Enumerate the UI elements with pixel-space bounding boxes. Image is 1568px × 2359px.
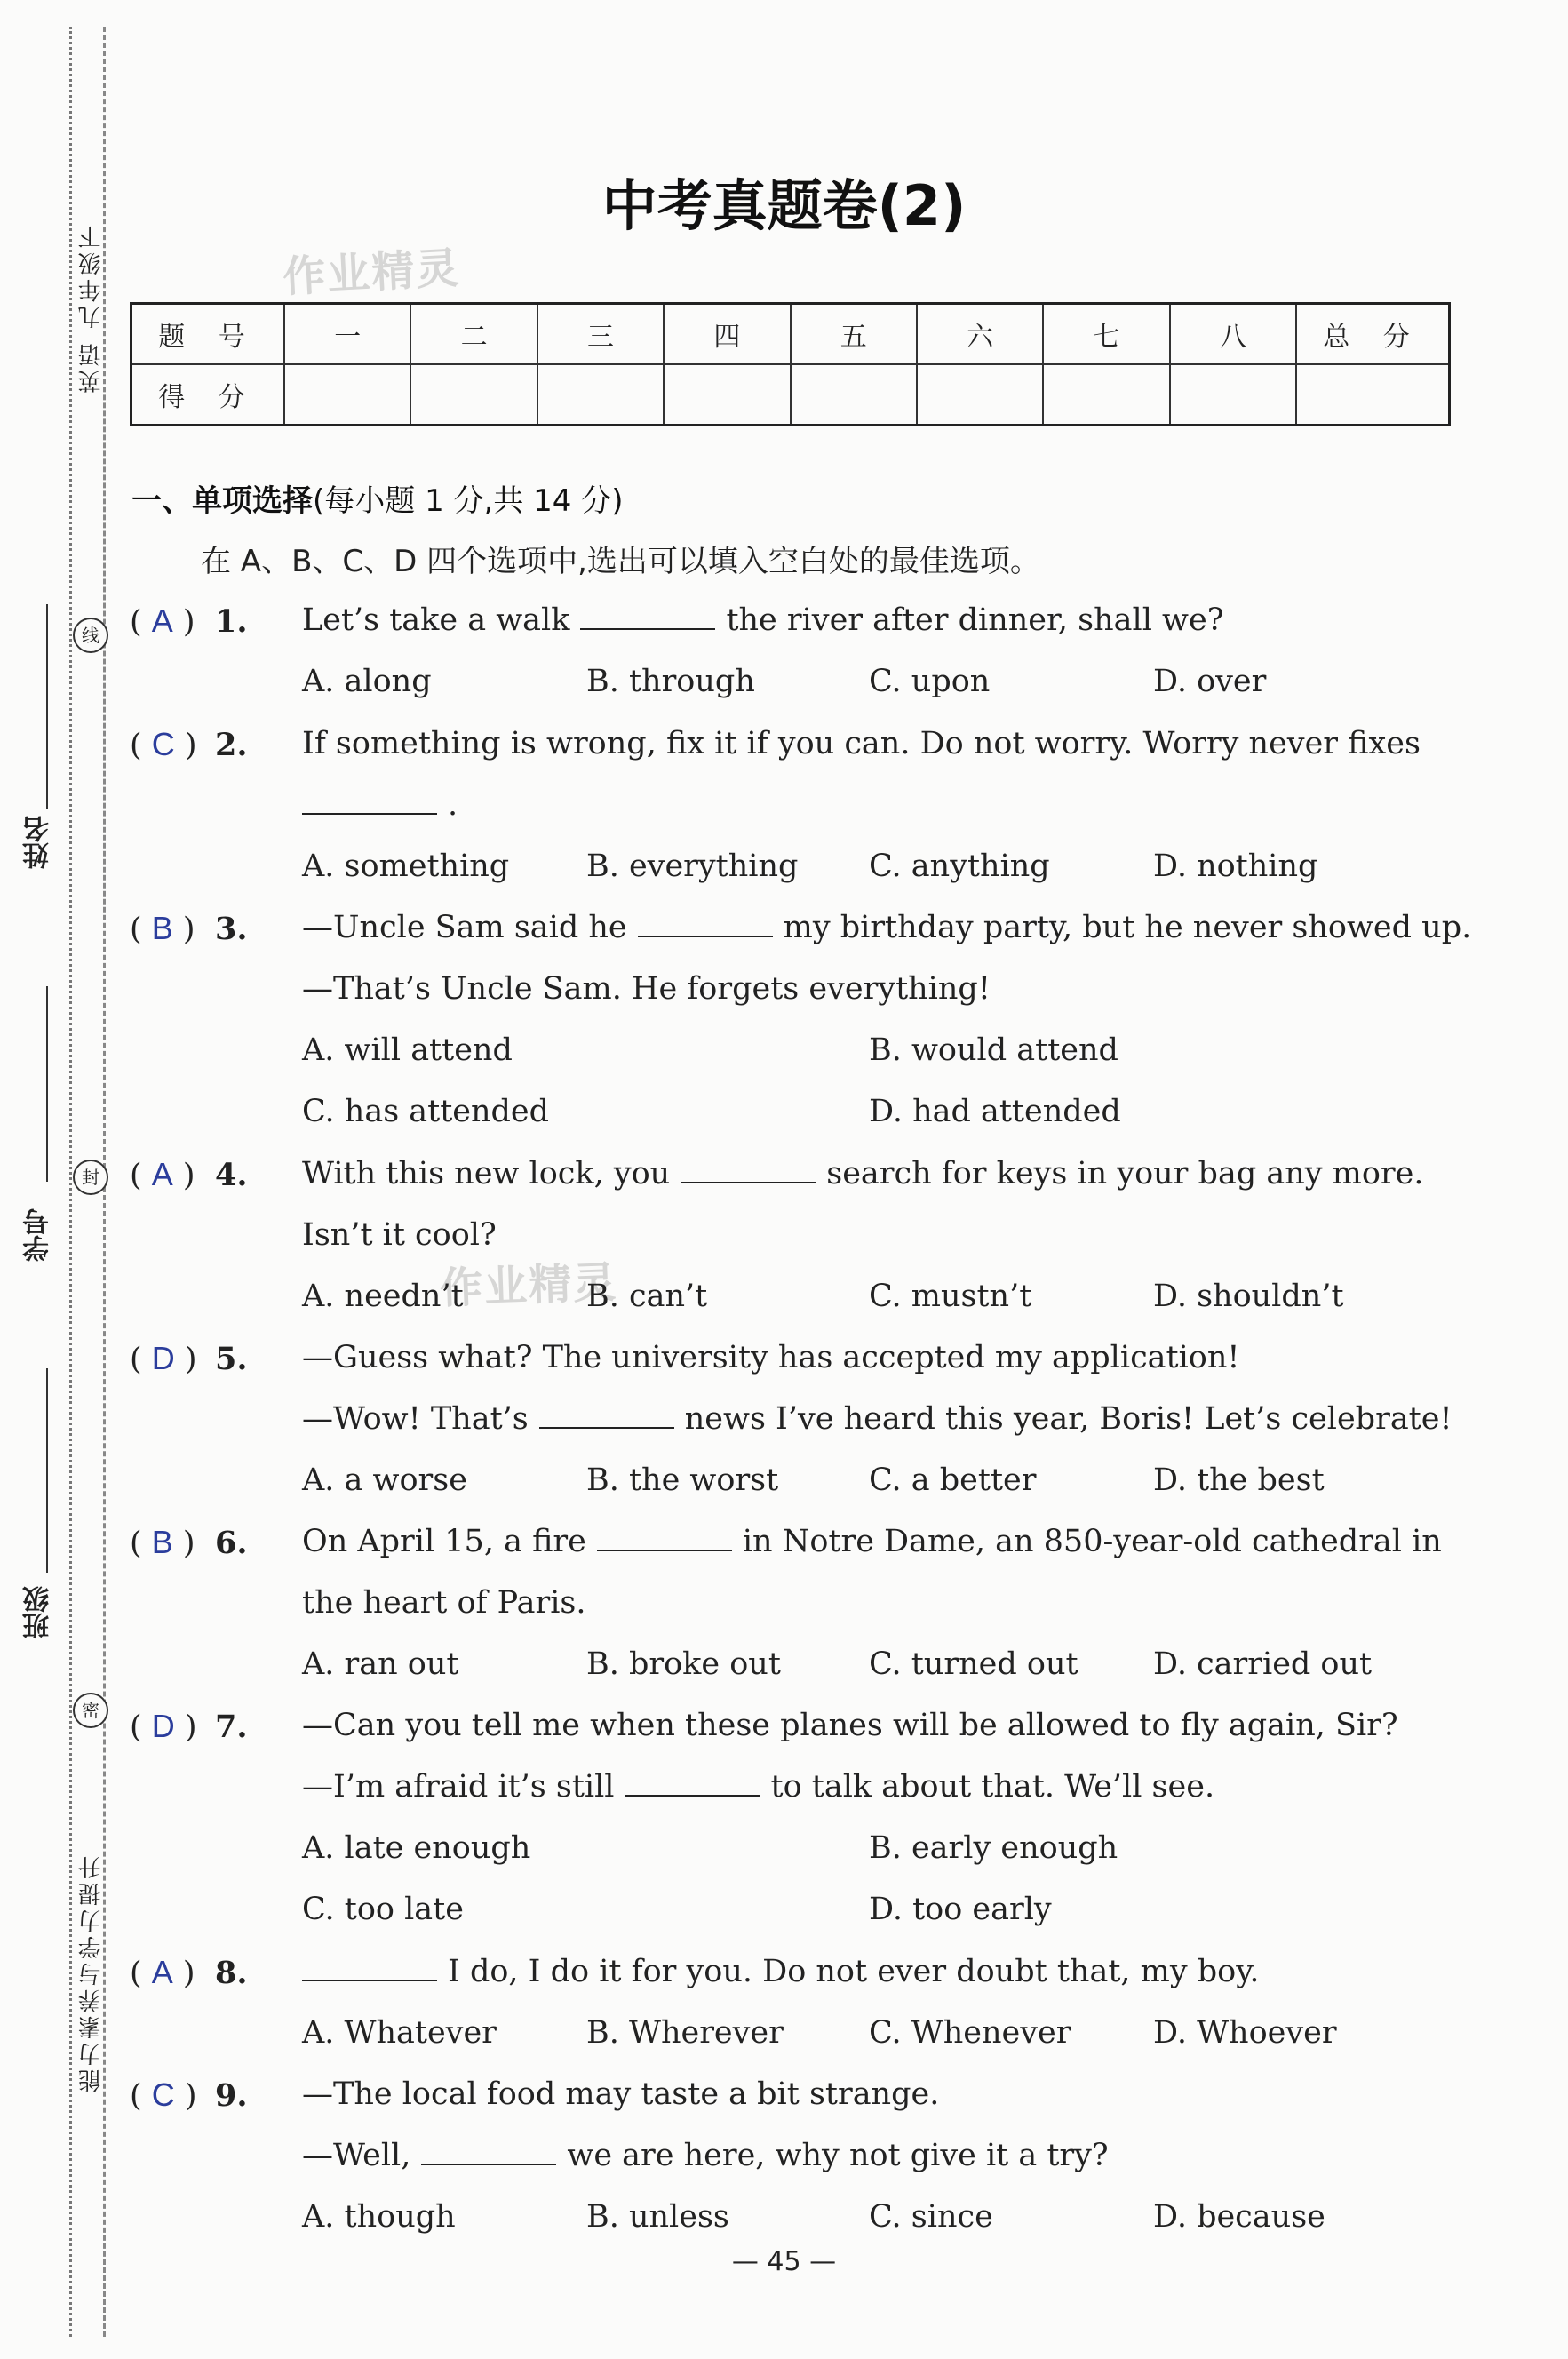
class-label: 班级 xyxy=(23,1586,54,1639)
option: D. because xyxy=(1153,2199,1325,2235)
name-write-line xyxy=(46,604,48,809)
question-text: Isn’t it cool? xyxy=(302,1217,497,1253)
question-text: With this new lock, you search for keys in your bag any more. xyxy=(302,1156,1424,1191)
question-text: —That’s Uncle Sam. He forgets everything! xyxy=(302,971,991,1007)
option: D. over xyxy=(1153,664,1267,699)
score-cell xyxy=(537,364,664,426)
option: A. needn’t xyxy=(302,1279,464,1314)
question-5: ( D ) 5. xyxy=(130,1327,1462,1391)
class-write-line xyxy=(46,1368,48,1573)
question-number: 3. xyxy=(215,911,248,947)
option: B. early enough xyxy=(869,1830,1118,1866)
option: D. nothing xyxy=(1153,849,1318,884)
score-header-cell: 二 xyxy=(410,304,537,365)
option: C. has attended xyxy=(302,1094,550,1129)
id-write-line xyxy=(46,986,48,1182)
answer-blank xyxy=(539,1400,674,1429)
watermark-logo: 作业精灵 xyxy=(281,243,462,303)
option: B. everything xyxy=(586,849,799,884)
answer-blank xyxy=(638,909,773,937)
section-heading xyxy=(131,476,623,520)
question-text: the heart of Paris. xyxy=(302,1585,586,1621)
option: B. can’t xyxy=(586,1279,708,1314)
question-text: Let’s take a walk the river after dinner, shall we? xyxy=(302,602,1224,638)
section-title: 一、单项选择 xyxy=(131,483,313,519)
answer-blank xyxy=(302,786,437,815)
score-cell xyxy=(917,364,1043,426)
question-1: ( A ) 1. xyxy=(130,590,1462,653)
name-label: 姓名 xyxy=(23,816,54,869)
question-text: —Guess what? The university has accepted my application! xyxy=(302,1340,1240,1375)
question-number: 8. xyxy=(215,1955,248,1991)
option: A. though xyxy=(302,2199,456,2235)
score-header-cell: 一 xyxy=(284,304,410,365)
option: A. ran out xyxy=(302,1646,459,1682)
option: C. too late xyxy=(302,1892,464,1927)
score-header-cell: 五 xyxy=(791,304,917,365)
answer-blank xyxy=(421,2137,556,2165)
question-2: ( C ) 2. xyxy=(130,713,1462,777)
score-value-row xyxy=(131,364,1450,426)
question-text: —Wow! That’s news I’ve heard this year, Boris! Let’s celebrate! xyxy=(302,1401,1453,1437)
page-number: — 45 — xyxy=(731,2246,837,2277)
score-header-cell: 题 号 xyxy=(131,304,285,365)
option: C. a better xyxy=(869,1462,1037,1498)
option: A. late enough xyxy=(302,1830,531,1866)
answer-blank xyxy=(580,602,715,630)
option: D. the best xyxy=(1153,1462,1325,1498)
score-cell xyxy=(1296,364,1450,426)
watermark-logo: 作业精灵 xyxy=(439,1257,619,1314)
score-header-cell: 三 xyxy=(537,304,664,365)
seal-line-mark: 线 xyxy=(73,618,108,653)
score-table xyxy=(130,302,1451,426)
option: A. something xyxy=(302,849,510,884)
option: B. broke out xyxy=(586,1646,781,1682)
answer-mark: A xyxy=(151,1156,173,1192)
question-number: 4. xyxy=(215,1157,248,1193)
answer-blank xyxy=(625,1768,760,1797)
option: D. shouldn’t xyxy=(1153,1279,1344,1314)
question-text: I do, I do it for you. Do not ever doubt that, my boy. xyxy=(302,1941,1457,2003)
option: D. had attended xyxy=(869,1094,1121,1129)
question-text: If something is wrong, fix it if you can. Do not worry. Worry never fixes xyxy=(302,726,1421,761)
option: C. mustn’t xyxy=(869,1279,1032,1314)
score-row-label: 得 分 xyxy=(131,364,285,426)
answer-mark: D xyxy=(151,1340,175,1376)
score-header-row xyxy=(131,304,1450,365)
question-7: ( D ) 7. xyxy=(130,1695,1462,1758)
question-text: —I’m afraid it’s still to talk about that. We’ll see. xyxy=(302,1769,1215,1805)
question-9: ( C ) 9. xyxy=(130,2064,1462,2127)
option: A. Whatever xyxy=(302,2015,497,2051)
question-text: . xyxy=(302,775,1457,836)
section-note: (每小题 1 分,共 14 分) xyxy=(313,483,624,519)
score-header-cell: 四 xyxy=(664,304,790,365)
option: D. too early xyxy=(869,1892,1052,1927)
option: C. upon xyxy=(869,664,991,699)
option: C. Whenever xyxy=(869,2015,1071,2051)
option: D. Whoever xyxy=(1153,2015,1337,2051)
answer-blank xyxy=(302,1953,437,1981)
score-cell xyxy=(410,364,537,426)
binding-dotted-line xyxy=(69,27,72,2337)
question-text: On April 15, a fire in Notre Dame, an 850-year-old cathedral in xyxy=(302,1524,1442,1559)
answer-mark: A xyxy=(151,602,173,639)
option: C. anything xyxy=(869,849,1050,884)
question-3: ( B ) 3. xyxy=(130,897,1462,960)
answer-blank xyxy=(597,1523,732,1551)
question-text: —Can you tell me when these planes will be allowed to fly again, Sir? xyxy=(302,1708,1398,1743)
question-8: ( A ) 8. xyxy=(130,1941,1462,2004)
series-label: 英语 九年级下 xyxy=(78,222,105,394)
seal-seal-mark: 封 xyxy=(73,1160,108,1195)
score-header-cell: 总 分 xyxy=(1296,304,1450,365)
option: C. turned out xyxy=(869,1646,1078,1682)
score-header-cell: 七 xyxy=(1043,304,1169,365)
score-cell xyxy=(664,364,790,426)
option: C. since xyxy=(869,2199,993,2235)
question-6: ( B ) 6. xyxy=(130,1511,1462,1574)
score-cell xyxy=(284,364,410,426)
brand-label: 能力素养与学力提升 xyxy=(78,1853,105,2092)
question-text: —The local food may taste a bit strange. xyxy=(302,2076,940,2112)
answer-mark: D xyxy=(151,1708,175,1744)
question-number: 2. xyxy=(215,727,248,763)
question-number: 7. xyxy=(215,1709,248,1745)
answer-mark: C xyxy=(151,2076,175,2113)
score-cell xyxy=(1043,364,1169,426)
page-title: 中考真题卷(2) xyxy=(601,173,967,238)
question-number: 5. xyxy=(215,1341,248,1377)
option: A. will attend xyxy=(302,1032,513,1068)
seal-secret-mark: 密 xyxy=(73,1693,108,1728)
option: A. along xyxy=(302,664,432,699)
answer-mark: B xyxy=(151,1524,173,1560)
section-instruction: 在 A、B、C、D 四个选项中,选出可以填入空白处的最佳选项。 xyxy=(201,544,1040,579)
score-cell xyxy=(1170,364,1296,426)
option: D. carried out xyxy=(1153,1646,1373,1682)
question-number: 6. xyxy=(215,1525,248,1561)
answer-mark: B xyxy=(151,910,173,946)
option: B. unless xyxy=(586,2199,729,2235)
id-label: 学号 xyxy=(23,1208,54,1262)
question-text: —Uncle Sam said he my birthday party, but he never showed up. xyxy=(302,910,1472,945)
answer-mark: C xyxy=(151,726,175,762)
score-header-cell: 六 xyxy=(917,304,1043,365)
question-text: —Well, we are here, why not give it a try? xyxy=(302,2138,1109,2173)
score-header-cell: 八 xyxy=(1170,304,1296,365)
option: B. through xyxy=(586,664,755,699)
answer-mark: A xyxy=(151,1954,173,1990)
option: B. Wherever xyxy=(586,2015,784,2051)
question-4: ( A ) 4. xyxy=(130,1144,1462,1207)
option: B. would attend xyxy=(869,1032,1118,1068)
option: A. a worse xyxy=(302,1462,467,1498)
score-cell xyxy=(791,364,917,426)
answer-blank xyxy=(681,1155,816,1183)
question-number: 1. xyxy=(215,603,248,640)
option: B. the worst xyxy=(586,1462,779,1498)
question-number: 9. xyxy=(215,2077,248,2114)
